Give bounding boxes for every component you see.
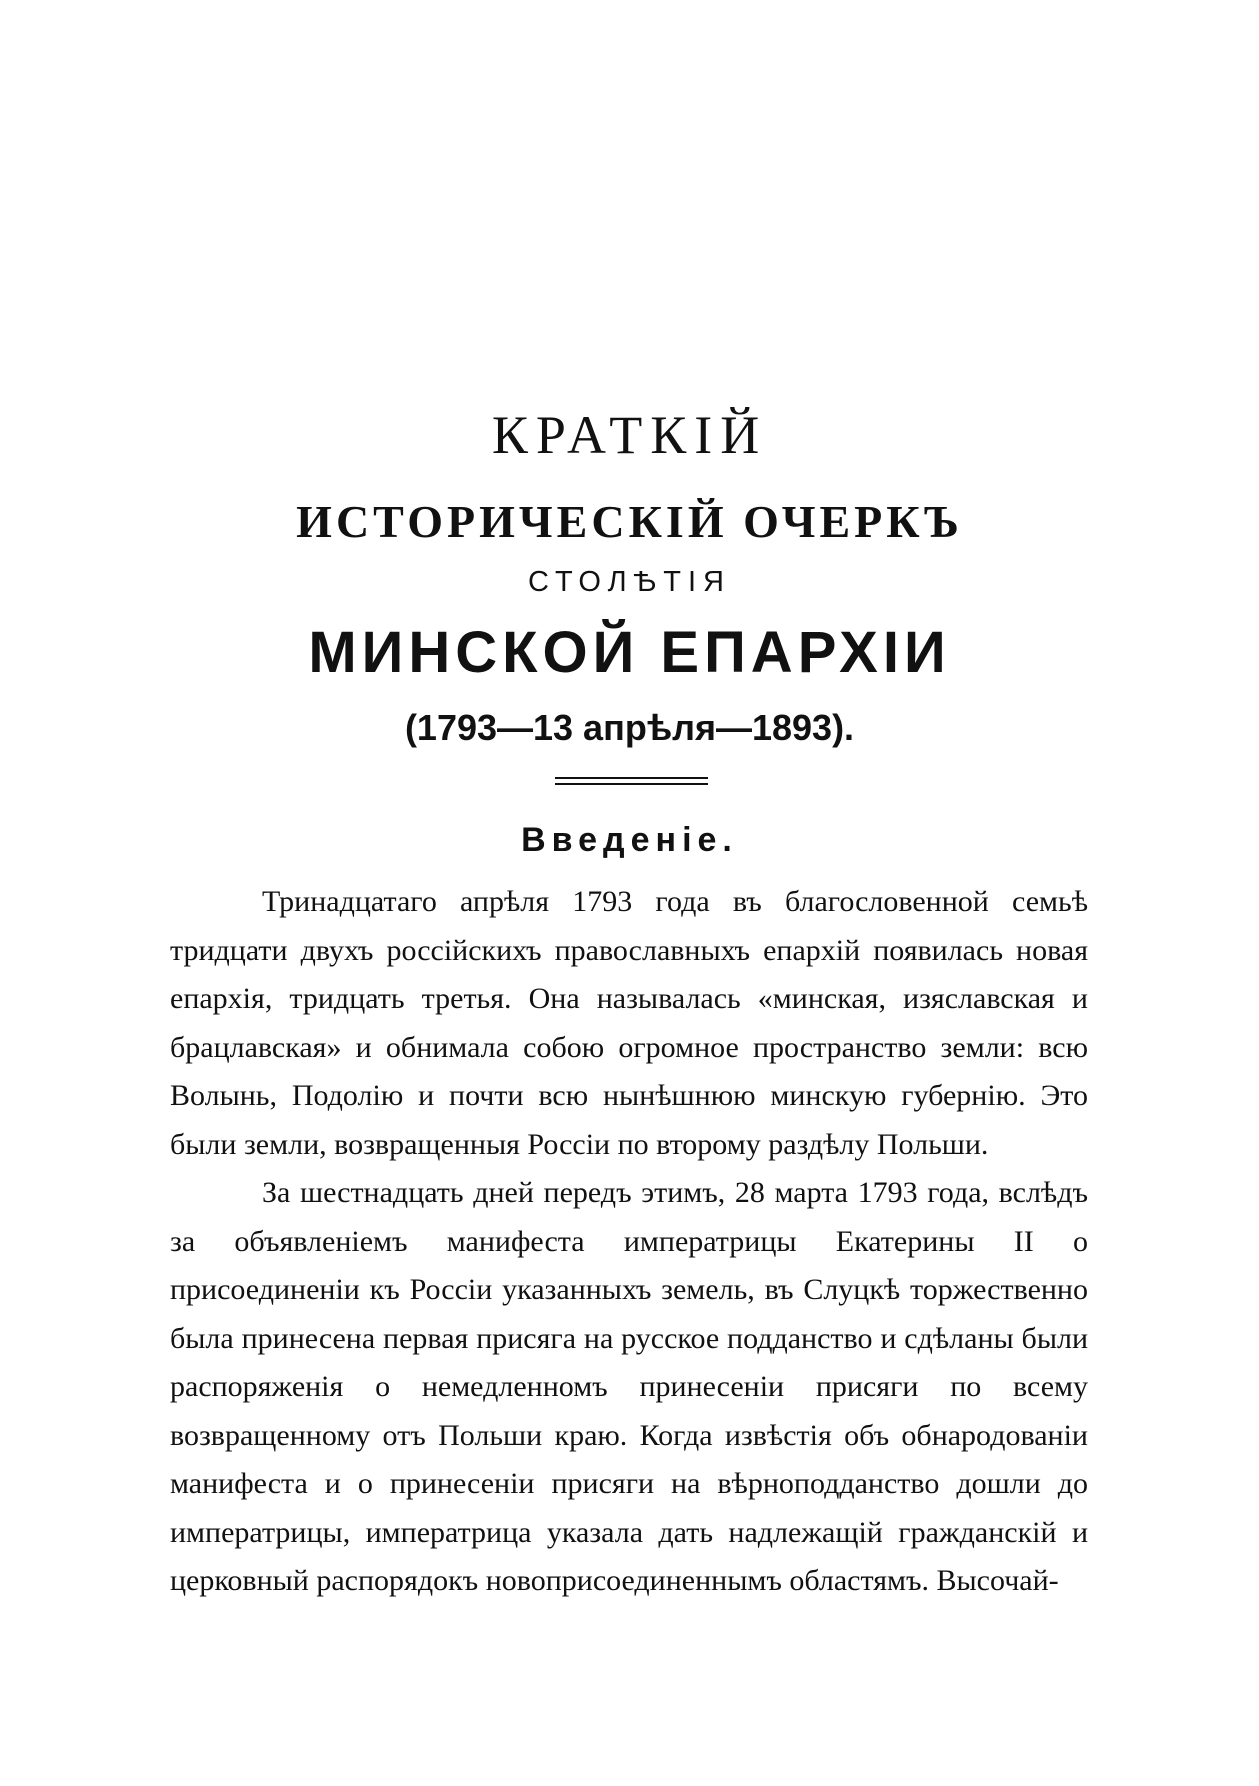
title-date-range: (1793—13 апрѣля—1893). (404, 707, 855, 748)
title-line-2: ИСТОРИЧЕСКІЙ ОЧЕРКЪ (296, 496, 963, 547)
title-line-3: СТОЛѢТІЯ (528, 566, 731, 598)
section-heading: Введеніе. (521, 821, 738, 859)
title-line-1: КРАТКІЙ (491, 405, 768, 465)
title-divider-bottom (555, 783, 708, 785)
paragraph-2: За шестнадцать дней передъ этимъ, 28 марта 1793 года, вслѣдъ за объявленіемъ манифеста императрицы Екатерины II о присоединеніи къ Россіи указанныхъ земель, въ Слуцкѣ торжественно была принесена первая присяга на русское подданство и сдѣланы были распоряженія о немедленномъ принесеніи присяги по всему возвращенному отъ Польши краю. Когда извѣстія объ обнародованіи манифеста и о принесеніи присяги на вѣрноподданство дошли до императрицы, императрица указала дать надлежащій гражданскій и церковный распорядокъ новоприсоединеннымъ областямъ. Высочай- (170, 1176, 1088, 1597)
title-divider-top (555, 777, 708, 779)
title-line-4: МИНСКОЙ ЕПАРХІИ (308, 620, 951, 685)
body-text (170, 878, 1088, 1606)
paragraph-1: Тринадцатаго апрѣля 1793 года въ благословенной семьѣ тридцати двухъ россійскихъ православныхъ епархій появилась новая епархія, тридцать третья. Она называлась «минская, изяславская и брацлавская» и обнимала собою огромное пространство земли: всю Волынь, Подолію и почти всю нынѣшнюю минскую губернію. Это были земли, возвращенныя Россіи по второму раздѣлу Польши. (170, 885, 1088, 1161)
